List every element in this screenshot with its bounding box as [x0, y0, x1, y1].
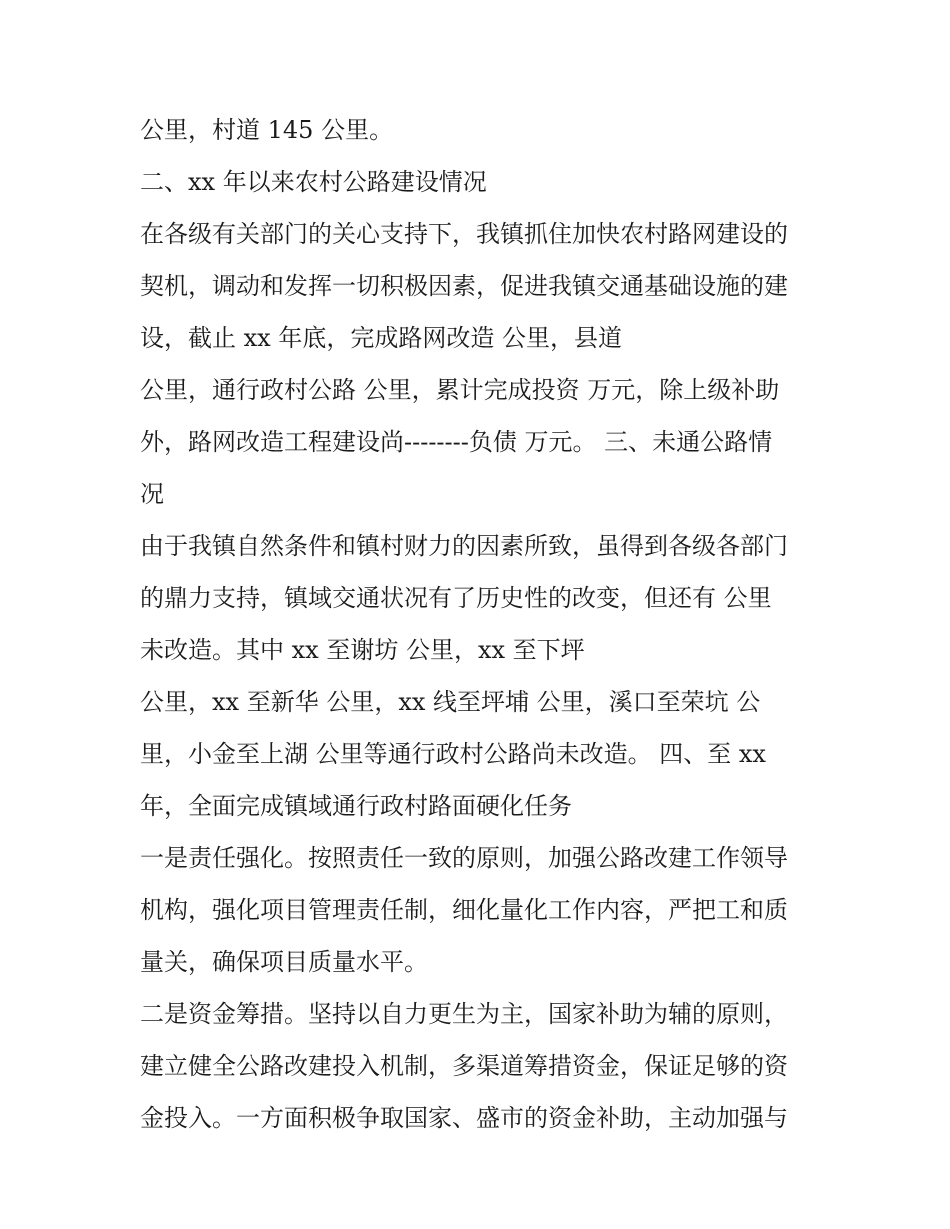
- text-line: 机构，强化项目管理责任制，细化量化工作内容，严把工和质: [140, 896, 788, 924]
- text-line: 由于我镇自然条件和镇村财力的因素所致，虽得到各级各部门: [140, 532, 788, 560]
- text-line: 建立健全公路改建投入机制，多渠道筹措资金，保证足够的资: [140, 1052, 788, 1080]
- text-line: 里，小金至上湖 公里等通行政村公路尚未改造。 四、至 xx: [140, 740, 766, 768]
- text-line: 况: [140, 480, 164, 508]
- text-line: 二是资金筹措。坚持以自力更生为主，国家补助为辅的原则，: [140, 1000, 788, 1028]
- text-line: 金投入。一方面积极争取国家、盛市的资金补助，主动加强与: [140, 1104, 788, 1132]
- body-text: [140, 104, 820, 1144]
- text-line: 的鼎力支持，镇域交通状况有了历史性的改变，但还有 公里: [140, 584, 772, 612]
- text-line: 设，截止 xx 年底，完成路网改造 公里，县道: [140, 324, 622, 352]
- text-line: 一是责任强化。按照责任一致的原则，加强公路改建工作领导: [140, 844, 788, 872]
- text-line: 公里，通行政村公路 公里，累计完成投资 万元，除上级补助: [140, 376, 780, 404]
- section-heading: 二、xx 年以来农村公路建设情况: [140, 168, 487, 196]
- text-line: 量关，确保项目质量水平。: [140, 948, 428, 976]
- text-line: 未改造。其中 xx 至谢坊 公里，xx 至下坪: [140, 636, 585, 664]
- text-line: 公里，村道 145 公里。: [140, 116, 394, 144]
- text-line: 外，路网改造工程建设尚--------负债 万元。 三、未通公路情: [140, 428, 773, 456]
- text-line: 年，全面完成镇域通行政村路面硬化任务: [140, 792, 572, 820]
- text-line: 公里，xx 至新华 公里，xx 线至坪埔 公里，溪口至荣坑 公: [140, 688, 761, 716]
- text-line: 契机，调动和发挥一切积极因素，促进我镇交通基础设施的建: [140, 272, 788, 300]
- text-line: 在各级有关部门的关心支持下，我镇抓住加快农村路网建设的: [140, 220, 788, 248]
